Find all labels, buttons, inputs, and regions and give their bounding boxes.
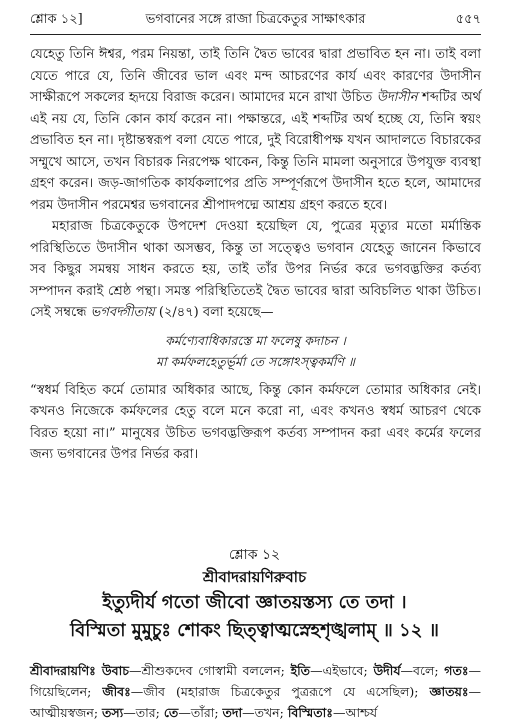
running-header [30, 8, 481, 32]
synonym-term: শ্রীবাদরায়ণিঃ উবাচ [30, 663, 129, 678]
text-run: (২/৪৭) বলা হয়েছে— [154, 305, 274, 320]
synonym-meaning: —বলে; [400, 663, 445, 678]
synonym-term: বিস্মিতাঃ [287, 705, 333, 720]
synonyms-section [30, 660, 481, 723]
text-run: শব্দটির অর্থ এই নয় যে, তিনি কোন কার্য করেন না। পক্ষান্তরে, এই শব্দটির অর্থ হচ্ছে যে, তিনি স্বয়ং প্রভাবিত হন না। দৃষ্টান্তস্বরূপ বলা যেতে পারে, দুই বিরোধীপক্ষ যখন আদালতে বিচারকের সম্মুখে আসে, তখন বিচারক নিরপেক্ষ থাকেন, কিন্তু তিনি মামলা অনুসারে উপযুক্ত ব্যবস্থা গ্রহণ করেন। জড়-জাগতিক কার্যকলাপের প্রতি সম্পূর্ণরূপে উদাসীন হতে হলে, আমাদের পরম উদাসীন পরমেশ্বর ভগবানের শ্রীপাদপদ্মে আশ্রয় গ্রহণ করতে হবে। [30, 90, 481, 213]
synonym-term: তস্য [102, 705, 124, 720]
synonym-term: ইতি [290, 663, 311, 678]
synonym-meaning: —আত্মীয়স্বজন; [30, 684, 481, 720]
gita-verse-quote [30, 330, 481, 372]
shloka-line-1: ইত্যুদীর্য গতো জীবো জ্ঞাতয়স্তস্য তে তদা । [102, 592, 407, 613]
synonym-term: জীবঃ [102, 684, 131, 699]
synonym-meaning: —গিয়েছিলেন; [30, 663, 481, 699]
translation-quote: “স্বধর্ম বিহিত কর্মে তোমার অধিকার আছে, কিন্তু কোন কর্মফলে তোমার অধিকার নেই। কখনও নিজেকে কর্মফলের হেতু বলে মনে করো না, এবং কখনও স্বধর্ম আচরণ থেকে বিরত হয়ো না।” মানুষের উচিত ভগবদ্ভক্তিরূপ কর্তব্য সম্পাদন করা এবং কর্মের ফলের জন্য ভগবানের উপর নির্ভর করা। [30, 382, 481, 462]
synonym-term: গতঃ [444, 663, 469, 678]
shloka-speaker: শ্রীবাদরায়ণিরুবাচ [202, 568, 307, 586]
synonym-meaning: —তখন; [242, 705, 288, 720]
header-chapter-title: ভগবানের সঙ্গে রাজা চিত্রকেতুর সাক্ষাৎকার [145, 12, 366, 27]
shloka-number: শ্লোক ১২ [228, 547, 281, 563]
purport-paragraph-1 [30, 44, 481, 216]
synonym-term: তে [163, 705, 179, 720]
shloka-line-2: বিস্মিতা মুমুচুঃ শোকং ছিত্ত্বাত্মস্নেহশৃঙ্খলাম্ ॥ ১২ ॥ [70, 620, 439, 641]
header-rule [30, 34, 481, 35]
synonym-meaning: —শ্রীশুকদেব গোস্বামী বললেন; [128, 663, 291, 678]
synonym-meaning: —তাঁরা; [178, 705, 223, 720]
italic-term: উদাসীন [376, 90, 418, 105]
purport-paragraph-2 [30, 216, 481, 324]
synonym-meaning: —আশ্চর্য [332, 705, 378, 720]
synonym-meaning: —এইভাবে; [310, 663, 374, 678]
synonym-meaning: —জীব (মহারাজ চিত্রকেতুর পুত্ররূপে যে এসেছিল); [130, 684, 430, 699]
synonym-meaning: —তার; [123, 705, 164, 720]
synonym-term: তদা [222, 705, 243, 720]
verse-line-2: মা কর্মফলহেতুর্ভূর্মা তে সঙ্গোঽস্ত্বকর্মণি ॥ [156, 353, 355, 369]
book-title: ভগবদ্গীতায় [90, 305, 155, 320]
page-number: ৫৫৭ [455, 12, 481, 27]
purport-body [30, 44, 481, 466]
synonym-term: জ্ঞাতয়ঃ [429, 684, 469, 699]
synonym-term: উদীর্য [373, 663, 401, 678]
header-verse-ref: শ্লোক ১২] [30, 12, 83, 27]
text-run: মহারাজ চিত্রকেতুকে উপদেশ দেওয়া হয়েছিল যে, পুত্রের মৃত্যুর মতো মর্মান্তিক পরিস্থিতিতে উদাসীন থাকা অসম্ভব, কিন্তু তা সত্ত্বেও ভগবান যেহেতু জানেন কিভাবে সব কিছুর সমন্বয় সাধন করতে হয়, তাই তাঁর উপর নির্ভর করে ভগবদ্ভক্তির কর্তব্য সম্পাদন করাই শ্রেষ্ঠ পন্থা। সমস্ত পরিস্থিতিতেই দ্বৈত ভাবের দ্বারা অবিচলিত থাকা উচিত। সেই সম্বন্ধে [30, 219, 481, 320]
verse-line-1: কর্মণ্যেবাধিকারস্তে মা ফলেষু কদাচন । [165, 332, 346, 348]
text-run: যেহেতু তিনি ঈশ্বর, পরম নিয়ন্তা, তাই তিনি দ্বৈত ভাবের দ্বারা প্রভাবিত হন না। তাই বলা যেতে পারে যে, তিনি জীবের ভাল এবং মন্দ আচরণের কার্য এবং কারণের উদাসীন সাক্ষীরূপে সকলের হৃদয়ে বিরাজ করেন। আমাদের মনে রাখা উচিত [30, 47, 481, 105]
